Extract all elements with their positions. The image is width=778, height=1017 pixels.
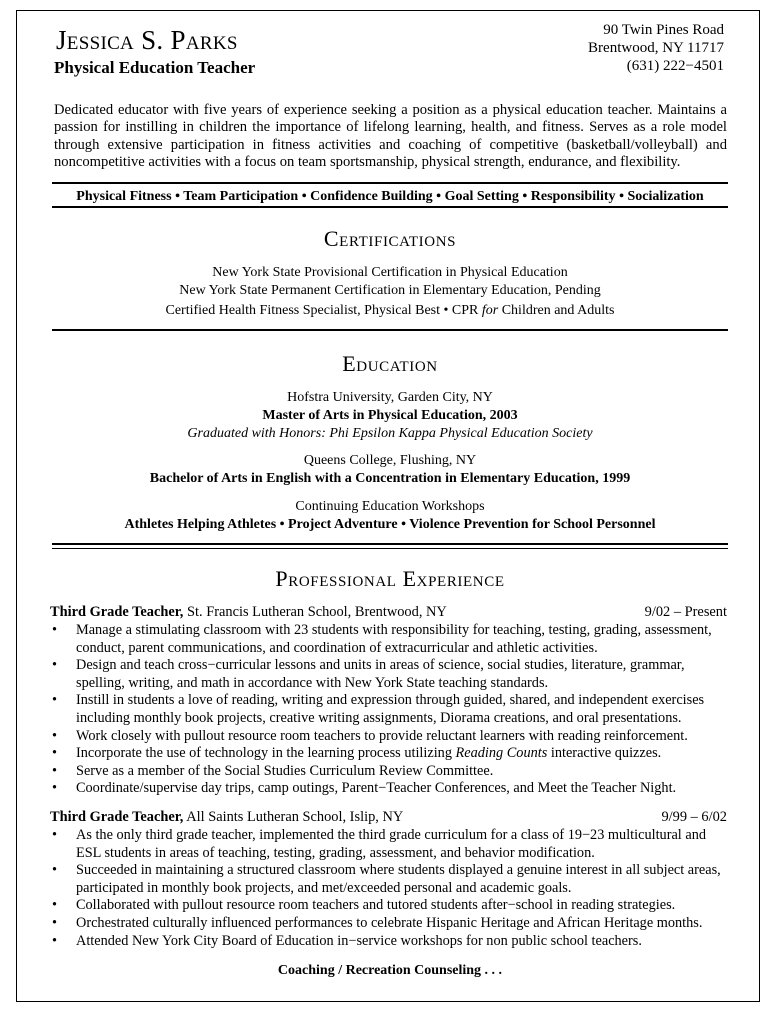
summary-paragraph: Dedicated educator with five years of experience seeking a position as a physical education teacher. Maintains a passion for instilling in children the importance of lifelong learning, health, and fitness. Serves as a role model through extensive participation in fitness activities and coaching of competitive (basketball/volleyball) and noncompetitive activities with a focus on team sportsmanship, physical strength, endurance, and flexibility. [54,102,727,170]
job-dates: 9/99 – 6/02 [661,809,727,825]
bullet-text: Incorporate the use of technology in the learning process utilizing Reading Counts interactive quizzes. [76,745,662,762]
bullet-dot-icon: • [52,657,58,674]
education-heading: Education [342,351,438,376]
bullet-item [50,622,727,657]
certification-item: New York State Permanent Certification in Elementary Education, Pending [179,283,601,298]
skill-item: Confidence Building [310,189,433,204]
bullet-separator: • [171,189,184,204]
bullet-item [50,827,727,862]
bullet-text: Collaborated with pullout resource room teachers and tutored students after−school in reading strategies. [76,897,676,914]
workshops-list: Athletes Helping Athletes • Project Adventure • Violence Prevention for School Personnel [124,517,656,532]
bullet-text: Design and teach cross−curricular lessons and units in areas of science, social studies, literature, grammar, spelling, writing, and math in accordance with New York State teaching standards. [76,657,685,691]
job-employer: St. Francis Lutheran School, Brentwood, NY [183,604,447,620]
section-rule-thin [52,548,728,549]
bullet-dot-icon: • [52,914,58,931]
skill-item: Socialization [627,189,704,204]
bullet-item [50,728,727,746]
honors: Graduated with Honors: Phi Epsilon Kappa Physical Education Society [187,426,593,441]
bullet-dot-icon: • [52,827,58,843]
bullet-dot-icon: • [52,727,58,744]
bullet-text: As the only third grade teacher, implemented the third grade curriculum for a class of 19−23 multicultural and ESL students in areas of teaching, testing, grading, assessment, and behavior modification. [76,827,706,861]
job-dates: 9/02 – Present [644,604,727,620]
bullet-text: Serve as a member of the Social Studies Curriculum Review Committee. [76,762,494,779]
address-line-1: 90 Twin Pines Road [603,22,724,38]
candidate-name: Jessica S. Parks [56,25,238,55]
bullet-separator: • [432,189,445,204]
bullet-item [50,657,727,692]
job-header [50,809,727,826]
bullet-text: Attended New York City Board of Education in−service workshops for non public school teachers. [76,932,642,949]
bullet-dot-icon: • [52,745,58,762]
bullet-item [50,763,727,781]
bullet-text: Instill in students a love of reading, writing and expression through guided, shared, and independent exercises including monthly book projects, creative writing assignments, Diorama creations, and oral presentations. [76,692,705,726]
continued-section: Coaching / Recreation Counseling . . . [277,963,503,978]
certifications-heading: Certifications [323,226,457,251]
certification-item: Certified Health Fitness Specialist, Physical Best • CPR for Children and Adults [165,303,615,318]
bullet-text: Orchestrated culturally influenced performances to celebrate Hispanic Heritage and African Heritage months. [76,914,703,931]
bullet-separator: • [615,189,628,204]
bullet-item [50,897,727,915]
job-header [50,604,727,621]
job-employer: All Saints Lutheran School, Islip, NY [183,809,404,825]
job-title: Third Grade Teacher, [50,604,184,620]
job-bullets [50,827,727,950]
bullet-item [50,862,727,897]
bullet-dot-icon: • [52,897,58,914]
experience-heading: Professional Experience [275,566,505,591]
job-title: Third Grade Teacher, [50,809,184,825]
address-line-2: Brentwood, NY 11717 [588,40,724,56]
bullet-item [50,745,727,763]
skills-rule-top [52,182,728,184]
bullet-separator: • [518,189,531,204]
skill-item: Goal Setting [444,189,519,204]
skill-item: Responsibility [530,189,616,204]
degree: Bachelor of Arts in English with a Concentration in Elementary Education, 1999 [149,471,631,486]
job-bullets [50,622,727,798]
bullet-item [50,692,727,727]
degree: Master of Arts in Physical Education, 2003 [262,408,518,423]
school-name: Hofstra University, Garden City, NY [287,390,493,405]
workshops-label: Continuing Education Workshops [295,499,485,514]
bullet-item [50,780,727,798]
bullet-text: Succeeded in maintaining a structured classroom where students displayed a genuine interest in all subject areas, participated in monthly book projects, and met/exceeded personal and academic goals. [76,862,721,896]
candidate-title: Physical Education Teacher [54,58,256,77]
bullet-item [50,933,727,951]
bullet-dot-icon: • [52,762,58,779]
bullet-dot-icon: • [52,692,58,709]
skill-item: Team Participation [183,189,299,204]
bullet-dot-icon: • [52,932,58,949]
bullet-text: Coordinate/supervise day trips, camp outings, Parent−Teacher Conferences, and Meet the Teacher Night. [76,780,677,797]
skills-rule-bottom [52,206,728,208]
bullet-text: Work closely with pullout resource room teachers to provide reluctant learners with reading reinforcement. [76,727,688,744]
school-name: Queens College, Flushing, NY [303,453,477,468]
skill-item: Physical Fitness [76,189,172,204]
bullet-dot-icon: • [52,622,58,638]
phone-number: (631) 222−4501 [626,58,724,74]
bullet-text: Manage a stimulating classroom with 23 students with responsibility for teaching, testing, grading, assessment, conduct, parent communications, and coordination of extracurricular and athletic activities. [76,622,712,656]
section-rule [52,329,728,331]
certification-item: New York State Provisional Certification in Physical Education [212,265,568,280]
bullet-dot-icon: • [52,862,58,879]
skills-bar [52,188,728,205]
bullet-separator: • [298,189,311,204]
bullet-dot-icon: • [52,780,58,797]
bullet-item [50,915,727,933]
section-rule [52,543,728,545]
